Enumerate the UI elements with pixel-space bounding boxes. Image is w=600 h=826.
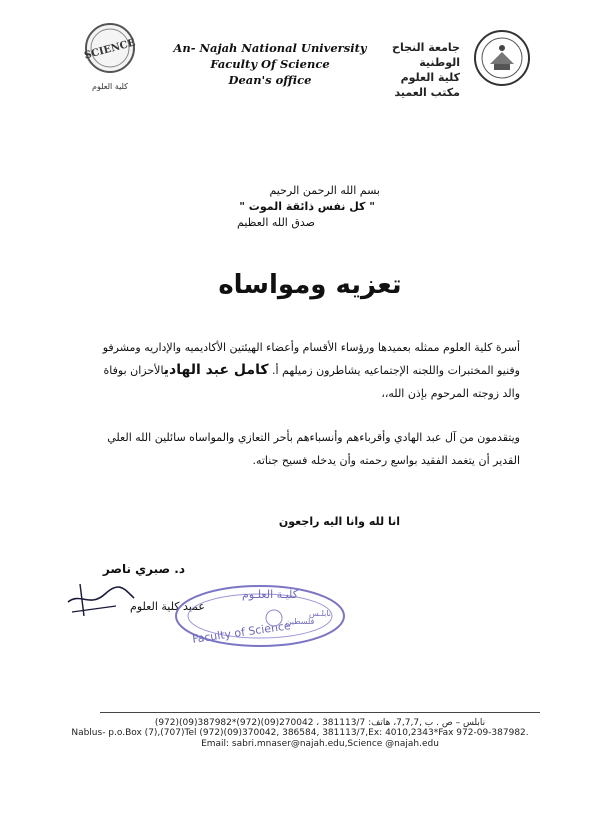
footer-email: Email: sabri.mnaser@najah.edu,Science @najah.edu xyxy=(201,739,439,749)
closing-phrase: انا لله وانا اليه راجعون xyxy=(278,515,400,528)
signer-title: عميد كلية العلوم xyxy=(130,600,205,613)
faculty-stamp xyxy=(170,578,350,650)
stamp-ar-top: كليـة العلـوم xyxy=(242,588,298,601)
university-seal-logo xyxy=(472,28,532,88)
logo-caption: كلية العلوم xyxy=(92,82,128,91)
stamp-en: Faculty of Science xyxy=(191,619,292,646)
handwritten-signature xyxy=(60,572,140,622)
basmala: بسم الله الرحمن الرحيم xyxy=(269,184,380,197)
faculty-name-ar: كلية العلوم xyxy=(400,71,460,84)
para1-after: الأحزان بوفاة والد زوجته المرحوم بإذن الله،، xyxy=(103,364,520,400)
faculty-of-science-logo xyxy=(80,20,140,90)
stamp-ar-city: نابلـس xyxy=(308,609,332,618)
stamp-ar-country: فلسطين xyxy=(285,617,315,626)
faculty-name-en: Faculty Of Science xyxy=(210,57,330,71)
quran-verse: " كل نفس ذائقة الموت " xyxy=(239,200,375,213)
footer-address-en: Nablus- p.o.Box (7),(707)Tel (972)(09)370042, 386584, 381113/7,Ex: 4010,2343*Fax 972-09-387982. xyxy=(71,728,529,738)
office-name-ar: مكتب العميد xyxy=(394,86,460,99)
footer-address-ar: نابلس – ص . ب ,7,7,7، هاتف: 381113/7 ، 270042(09)(972)*387982(09)(972) xyxy=(154,718,486,728)
office-name-en: Dean's office xyxy=(228,73,312,87)
condolence-paragraph-2: ويتقدمون من آل عبد الهادي وأقرباءهم وأنسباءهم بأحر التعازي والمواساه سائلين الله العلي القدير أن يتغمد الفقيد بواسع رحمته وأن يدخله فسيح جناته. xyxy=(107,431,520,467)
signer-name: د. صبري ناصر xyxy=(102,562,185,576)
logo-science-text: SCIENCE xyxy=(83,37,137,62)
footer-divider xyxy=(100,712,540,713)
arabic-header xyxy=(350,40,460,100)
para1-before: أسرة كلية العلوم ممثله بعميدها ورؤساء الأقسام وأعضاء الهيئتين الأكاديميه والإداريه ومشرفو وفنيو المختبرات واللجنه الإجتماعيه يشاطرون زميلهم أ. xyxy=(102,341,520,377)
university-name-en: An- Najah National University xyxy=(173,41,367,55)
sadaq-allah: صدق الله العظيم xyxy=(237,216,315,229)
condolence-paragraph-1 xyxy=(90,336,520,405)
document-title: تعزيه ومواساه xyxy=(218,270,402,300)
colleague-name: كامل عبد الهادي xyxy=(163,362,269,378)
university-name-ar: جامعة النجاح الوطنية xyxy=(392,41,460,69)
